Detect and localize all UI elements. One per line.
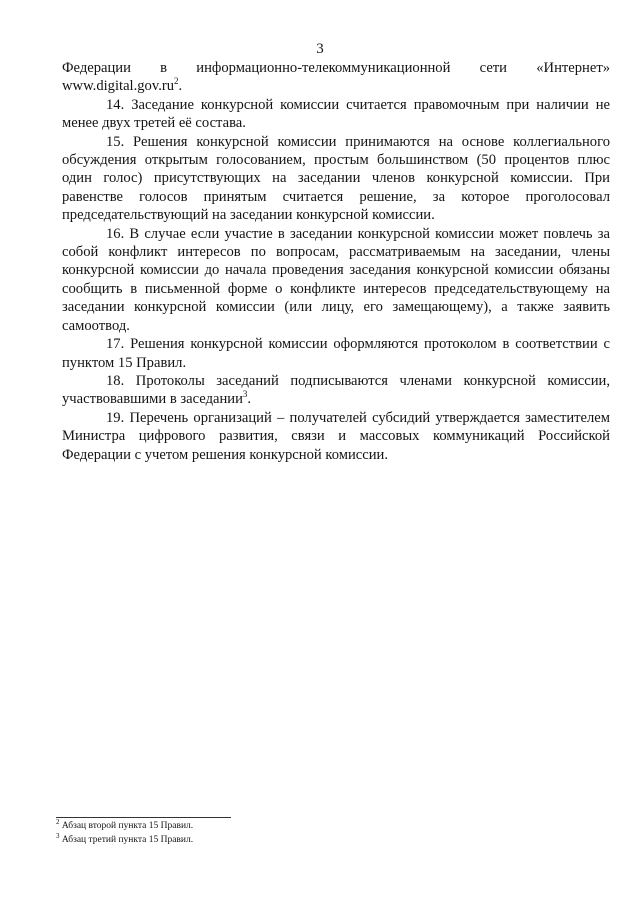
paragraph-text: 15. Решения конкурсной комиссии принимаются на основе коллегиального обсуждения открытым голосованием, простым большинством (50 процентов плюс один голос) присутствующих на заседании членов конкурсной комиссии. При равенстве голосов принятым считается решение, за которое проголосовал председательствующий на заседании конкурсной комиссии.	[62, 133, 610, 224]
footnote-reference: 3	[242, 389, 248, 400]
footnote-separator	[56, 817, 231, 818]
paragraph-item-17	[62, 335, 610, 372]
footnote-text: Абзац второй пункта 15 Правил.	[61, 821, 194, 831]
footnote-mark: 3	[56, 831, 60, 840]
paragraph-end: .	[178, 78, 183, 95]
paragraph-text: 19. Перечень организаций – получателей субсидий утверждается заместителем Министра цифрового развития, связи и массовых коммуникаций Российской Федерации с учетом решения конкурсной комиссии.	[62, 409, 610, 463]
paragraph-continuation	[62, 59, 610, 96]
paragraph-text: 17. Решения конкурсной комиссии оформляются протоколом в соответствии с пунктом 15 Правил.	[62, 336, 610, 371]
paragraph-text: 14. Заседание конкурсной комиссии считается правомочным при наличии не менее двух третей её состава.	[62, 96, 610, 132]
paragraph-item-16	[62, 225, 610, 335]
document-body	[62, 59, 610, 464]
page-number: 3	[316, 41, 324, 57]
footnote-mark: 2	[56, 817, 60, 826]
paragraph-item-15	[62, 133, 610, 225]
paragraph-text: 16. В случае если участие в заседании конкурсной комиссии может повлечь за собой конфликт интересов по вопросам, рассматриваемым на заседании, члены конкурсной комиссии до начала проведения заседания конкурсной комиссии обязаны сообщить в письменной форме о конфликте интересов председательствующему на заседании конкурсной комиссии (или лицу, его замещающему), а также заявить самоотвод.	[62, 225, 610, 334]
footnote	[56, 831, 596, 848]
paragraph-item-19	[62, 409, 610, 464]
footnote	[56, 817, 596, 834]
footnote-reference: 2	[174, 76, 179, 87]
paragraph-item-18	[62, 372, 610, 409]
paragraph-text: Федерации в информационно-телекоммуникационной сети «Интернет» www.digital.gov.ru	[62, 60, 610, 95]
footnotes	[56, 817, 596, 847]
footnote-text: Абзац третий пункта 15 Правил.	[61, 834, 194, 845]
paragraph-end: .	[247, 391, 252, 408]
paragraph-item-14	[62, 96, 610, 133]
paragraph-text: 18. Протоколы заседаний подписываются членами конкурсной комиссии, участвовавшими в заседании	[62, 372, 610, 408]
